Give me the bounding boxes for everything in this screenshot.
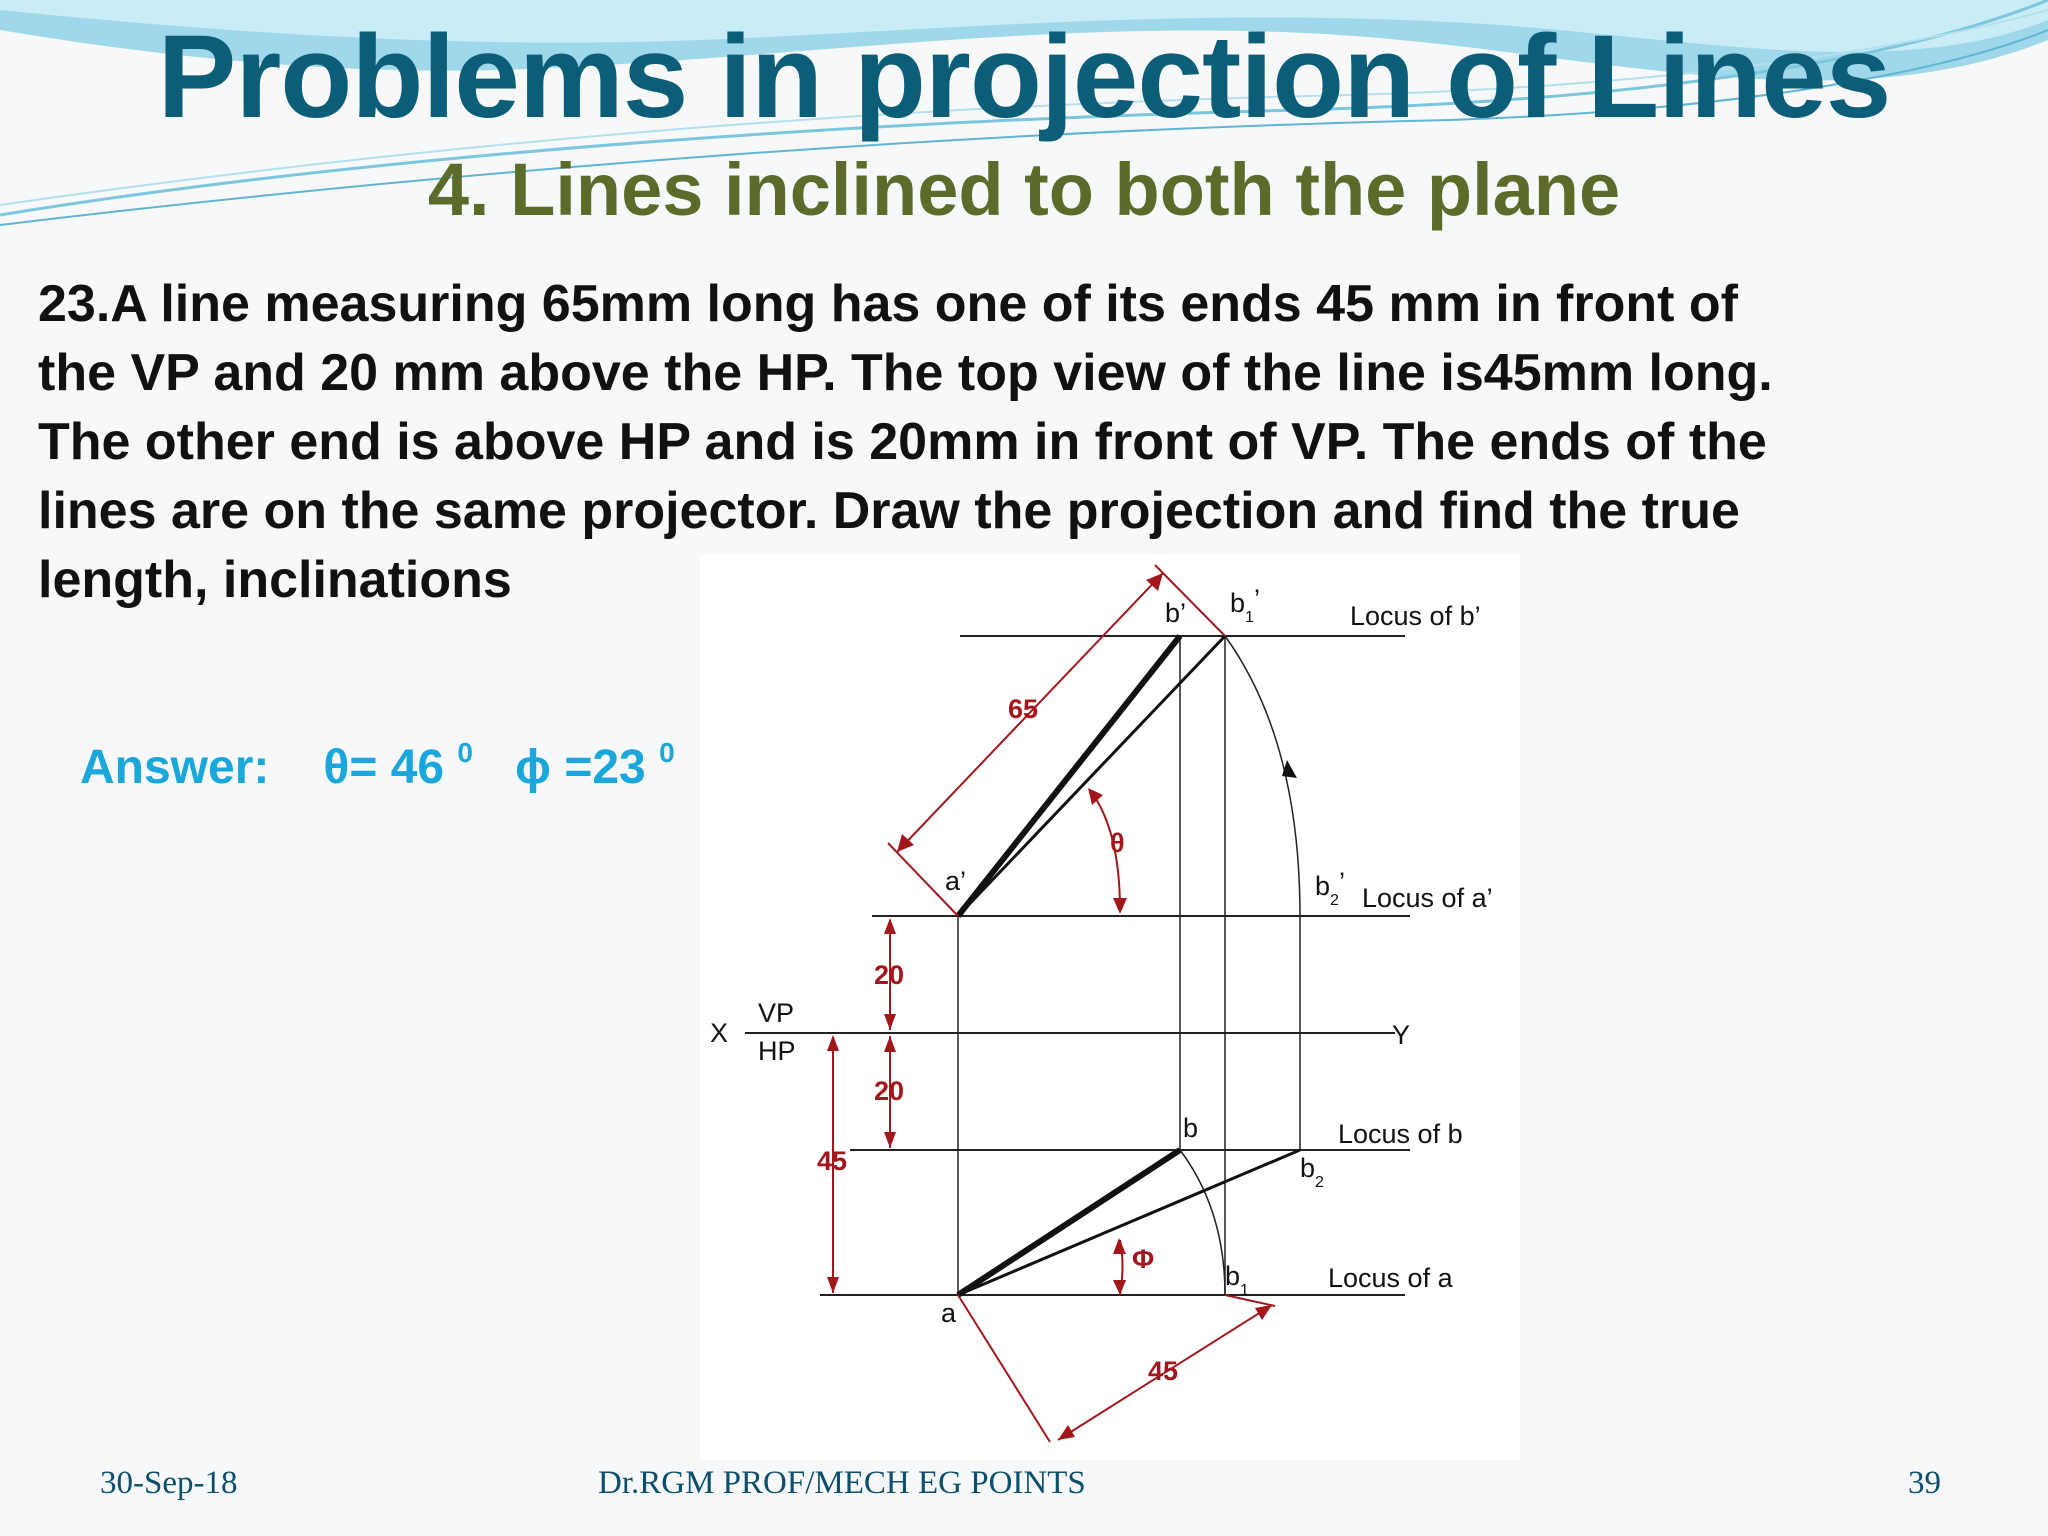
dim-20-bottom-label: 20 bbox=[874, 1076, 905, 1106]
answer-phi: ϕ =23 bbox=[515, 741, 646, 794]
theta-label: θ bbox=[1110, 828, 1125, 858]
dim-45-left-label: 45 bbox=[817, 1146, 848, 1176]
phi-label: Φ bbox=[1132, 1244, 1155, 1274]
label-b1: $b_1$ bbox=[1225, 1261, 1249, 1299]
label-x: X bbox=[710, 1018, 729, 1048]
answer-line bbox=[80, 737, 675, 795]
footer-page-number: 39 bbox=[1908, 1465, 1941, 1501]
label-vp: VP bbox=[758, 998, 795, 1028]
projection-drawing bbox=[700, 555, 1520, 1460]
footer-author: Dr.RGM PROF/MECH EG POINTS bbox=[598, 1465, 1086, 1501]
answer-theta-degree: 0 bbox=[457, 737, 473, 768]
label-locus-b: Locus of b bbox=[1338, 1119, 1463, 1149]
label-a: a bbox=[941, 1298, 957, 1328]
answer-phi-degree: 0 bbox=[659, 737, 675, 768]
label-locus-a: Locus of a bbox=[1328, 1263, 1453, 1293]
label-b-dash: b’ bbox=[1165, 598, 1187, 628]
problem-statement: 23.A line measuring 65mm long has one of its ends 45 mm in front of the VP and 20 mm above the HP. The top view of the line is45mm long. The other end is above HP and is 20mm in front of VP. The ends of the lines are on the same projector. Draw the projection and find the true length, inclinations bbox=[38, 275, 1773, 609]
answer-theta: θ= 46 bbox=[323, 741, 445, 794]
label-b: b bbox=[1183, 1113, 1199, 1143]
dim-45-bottom-label: 45 bbox=[1148, 1356, 1179, 1386]
footer-date: 30-Sep-18 bbox=[100, 1465, 238, 1501]
slide-subtitle: 4. Lines inclined to both the plane bbox=[427, 148, 1621, 231]
label-hp: HP bbox=[758, 1036, 796, 1066]
answer-label: Answer: bbox=[80, 741, 270, 794]
dim-20-top-label: 20 bbox=[874, 960, 905, 990]
label-b1-dash: $b_1$’ bbox=[1230, 584, 1260, 626]
label-locus-b-dash: Locus of b’ bbox=[1350, 601, 1481, 631]
label-b2: $b_2$ bbox=[1300, 1153, 1324, 1191]
drawing-paper bbox=[700, 555, 1520, 1460]
label-a-dash: a’ bbox=[945, 866, 967, 896]
slide-title: Problems in projection of Lines bbox=[157, 11, 1891, 143]
dim-65-label: 65 bbox=[1008, 694, 1039, 724]
label-b2-dash: $b_2$’ bbox=[1315, 867, 1345, 909]
label-locus-a-dash: Locus of a’ bbox=[1362, 883, 1493, 913]
label-y: Y bbox=[1392, 1020, 1411, 1050]
